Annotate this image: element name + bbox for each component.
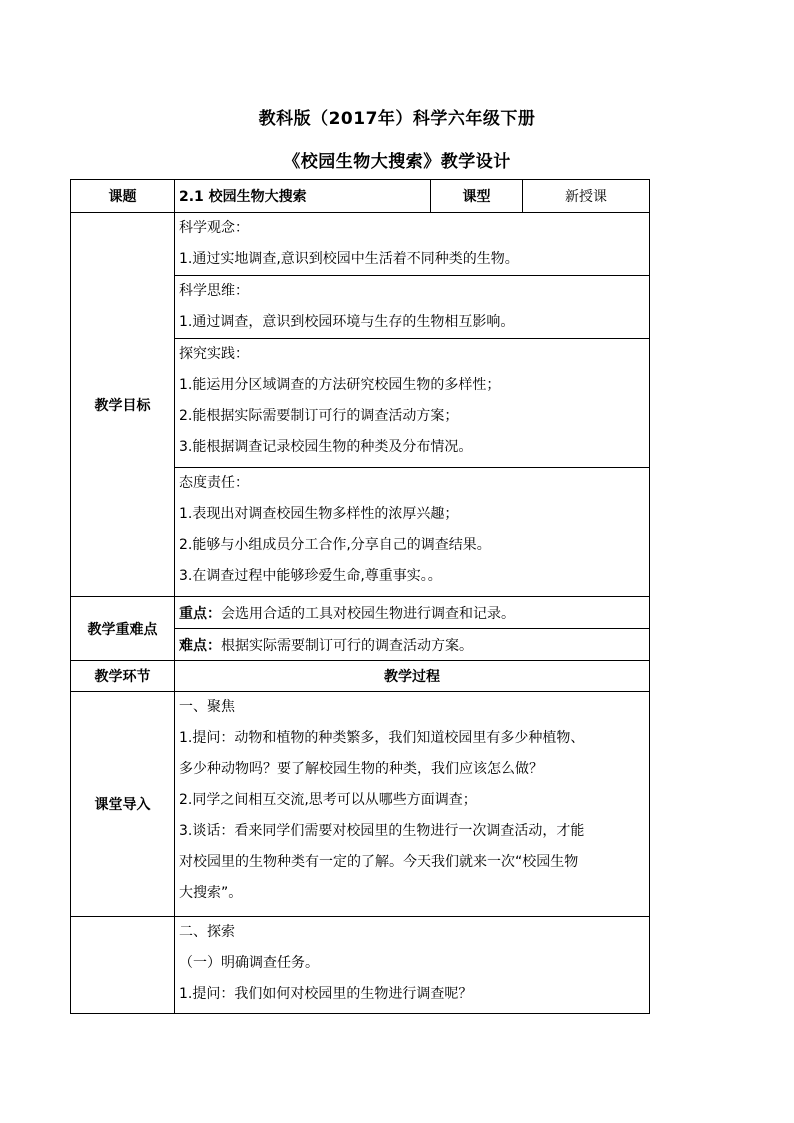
explore-label	[71, 917, 175, 1014]
topic-value: 2.1 校园生物大搜索	[175, 180, 431, 213]
process-header: 教学过程	[175, 661, 650, 692]
objective-heading: 科学观念：	[179, 220, 249, 236]
difficult-point-text: 根据实际需要制订可行的调查活动方案。	[221, 637, 473, 654]
objective-item: 1.表现出对调查校园生物多样性的浓厚兴趣；	[179, 506, 459, 522]
key-points-label: 教学重难点	[71, 597, 175, 661]
objective-item: 2.能根据实际需要制订可行的调查活动方案；	[179, 408, 459, 424]
intro-row	[71, 692, 650, 917]
intro-line: 大搜索”。	[179, 885, 243, 901]
explore-line: （一）明确调查任务。	[179, 955, 319, 971]
stage-header: 教学环节	[71, 661, 175, 692]
objective-item: 3.能根据调查记录校园生物的种类及分布情况。	[179, 439, 473, 455]
explore-line: 1.提问：我们如何对校园里的生物进行调查呢？	[179, 986, 473, 1002]
intro-line: 一、聚焦	[179, 699, 235, 715]
intro-line: 2.同学之间相互交流,思考可以从哪些方面调查；	[179, 792, 477, 808]
intro-label: 课堂导入	[71, 692, 175, 917]
difficult-point-prefix: 难点：	[179, 637, 221, 654]
document-title: 教科版（2017年）科学六年级下册	[258, 109, 536, 129]
lesson-type-value: 新授课	[523, 180, 650, 213]
topic-label: 课题	[71, 180, 175, 213]
objective-heading: 科学思维：	[179, 283, 249, 299]
objective-heading: 探究实践：	[179, 346, 249, 362]
explore-row	[71, 917, 650, 1014]
objectives-label: 教学目标	[71, 213, 175, 597]
objective-heading: 态度责任：	[179, 475, 249, 491]
lesson-plan-table	[70, 179, 650, 1014]
process-header-row	[71, 661, 650, 692]
intro-line: 3.谈话：看来同学们需要对校园里的生物进行一次调查活动，才能	[179, 823, 585, 839]
explore-line: 二、探索	[179, 924, 235, 940]
lesson-title: 《校园生物大搜索》教学设计	[283, 152, 511, 172]
objectives-block-1	[71, 213, 650, 276]
intro-line: 对校园里的生物种类有一定的了解。今天我们就来一次“校园生物	[179, 854, 579, 870]
objective-item: 1.通过实地调查,意识到校园中生活着不同种类的生物。	[179, 251, 519, 267]
objective-item: 2.能够与小组成员分工合作,分享自己的调查结果。	[179, 537, 491, 553]
objective-item: 3.在调查过程中能够珍爱生命,尊重事实。。	[179, 568, 442, 584]
key-point-row	[71, 597, 650, 629]
objective-item: 1.能运用分区域调查的方法研究校园生物的多样性；	[179, 377, 501, 393]
key-point-prefix: 重点：	[179, 605, 221, 622]
objective-item: 1.通过调查，意识到校园环境与生存的生物相互影响。	[179, 314, 515, 330]
intro-line: 多少种动物吗？要了解校园生物的种类，我们应该怎么做？	[179, 761, 543, 777]
key-point-text: 会选用合适的工具对校园生物进行调查和记录。	[221, 605, 515, 622]
topic-row	[71, 180, 650, 213]
intro-line: 1.提问：动物和植物的种类繁多，我们知道校园里有多少种植物、	[179, 730, 585, 746]
lesson-type-label: 课型	[431, 180, 523, 213]
